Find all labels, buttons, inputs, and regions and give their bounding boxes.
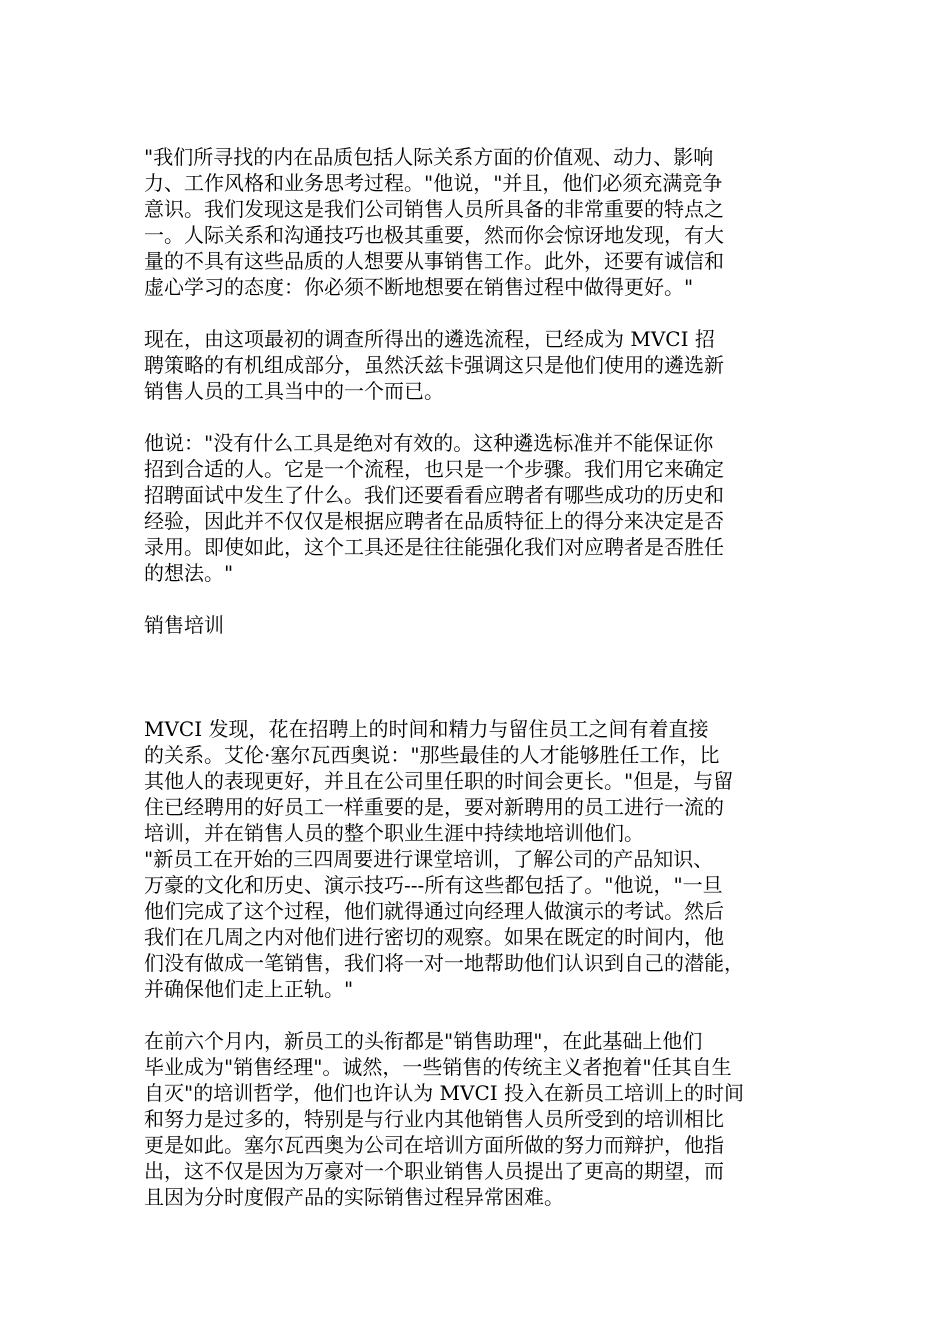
text-line: 聘策略的有机组成部分，虽然沃兹卡强调这只是他们使用的遴选新 (144, 353, 724, 377)
text-line: "我们所寻找的内在品质包括人际关系方面的价值观、动力、影响 (144, 145, 714, 169)
text-line: MVCI 发现，花在招聘上的时间和精力与留住员工之间有着直接 (144, 717, 709, 741)
text-line: 其他人的表现更好，并且在公司里任职的时间会更长。"但是，与留 (144, 769, 734, 793)
text-line: 经验，因此并不仅仅是根据应聘者在品质特征上的得分来决定是否 (144, 509, 724, 533)
text-line: 意识。我们发现这是我们公司销售人员所具备的非常重要的特点之 (144, 197, 724, 221)
text-line: 招到合适的人。它是一个流程，也只是一个步骤。我们用它来确定 (144, 457, 724, 481)
paragraph-training (144, 716, 816, 1002)
text-line: 在前六个月内，新员工的头衔都是"销售助理"，在此基础上他们 (144, 1029, 703, 1053)
text-line: 他们完成了这个过程，他们就得通过向经理人做演示的考试。然后 (144, 899, 724, 923)
text-line: 万豪的文化和历史、演示技巧---所有这些都包括了。"他说，"一旦 (144, 873, 723, 897)
paragraph-selection-process (144, 326, 816, 404)
paragraph-quality-traits (144, 144, 816, 300)
text-line: "新员工在开始的三四周要进行课堂培训，了解公司的产品知识、 (144, 847, 714, 871)
paragraph-first-six-months (144, 1028, 816, 1210)
text-line: 出，这不仅是因为万豪对一个职业销售人员提出了更高的期望，而 (144, 1159, 724, 1183)
text-line: 的关系。艾伦·塞尔瓦西奥说："那些最佳的人才能够胜任工作，比 (144, 743, 720, 767)
text-line: 他说："没有什么工具是绝对有效的。这种遴选标准并不能保证你 (144, 431, 714, 455)
text-line: 自灭"的培训哲学，他们也许认为 MVCI 投入在新员工培训上的时间 (144, 1081, 745, 1105)
text-line: 并确保他们走上正轨。" (144, 977, 354, 1001)
text-line: 且因为分时度假产品的实际销售过程异常困难。 (144, 1185, 564, 1209)
text-line: 销售人员的工具当中的一个而已。 (144, 379, 444, 403)
text-line: 现在，由这项最初的调查所得出的遴选流程，已经成为 MVCI 招 (144, 327, 715, 351)
text-line: 虚心学习的态度：你必须不断地想要在销售过程中做得更好。" (144, 275, 694, 299)
text-line: 培训，并在销售人员的整个职业生涯中持续地培训他们。 (144, 821, 644, 845)
text-line: 和努力是过多的，特别是与行业内其他销售人员所受到的培训相比 (144, 1107, 724, 1131)
text-line: 力、工作风格和业务思考过程。"他说，"并且，他们必须充满竞争 (144, 171, 723, 195)
text-line: 的想法。" (144, 561, 234, 585)
text-line: 我们在几周之内对他们进行密切的观察。如果在既定的时间内，他 (144, 925, 724, 949)
text-line: 住已经聘用的好员工一样重要的是，要对新聘用的员工进行一流的 (144, 795, 724, 819)
text-line: 更是如此。塞尔瓦西奥为公司在培训方面所做的努力而辩护，他指 (144, 1133, 724, 1157)
text-line: 量的不具有这些品质的人想要从事销售工作。此外，还要有诚信和 (144, 249, 724, 273)
text-line: 们没有做成一笔销售，我们将一对一地帮助他们认识到自己的潜能， (144, 951, 744, 975)
section-heading: 销售培训 (144, 613, 224, 637)
text-line: 录用。即使如此，这个工具还是往往能强化我们对应聘者是否胜任 (144, 535, 724, 559)
text-line: 招聘面试中发生了什么。我们还要看看应聘者有哪些成功的历史和 (144, 483, 724, 507)
text-line: 毕业成为"销售经理"。诚然，一些销售的传统主义者抱着"任其自生 (144, 1055, 732, 1079)
text-line: 一。人际关系和沟通技巧也极其重要，然而你会惊讶地发现，有大 (144, 223, 724, 247)
paragraph-no-perfect-tool (144, 430, 816, 586)
